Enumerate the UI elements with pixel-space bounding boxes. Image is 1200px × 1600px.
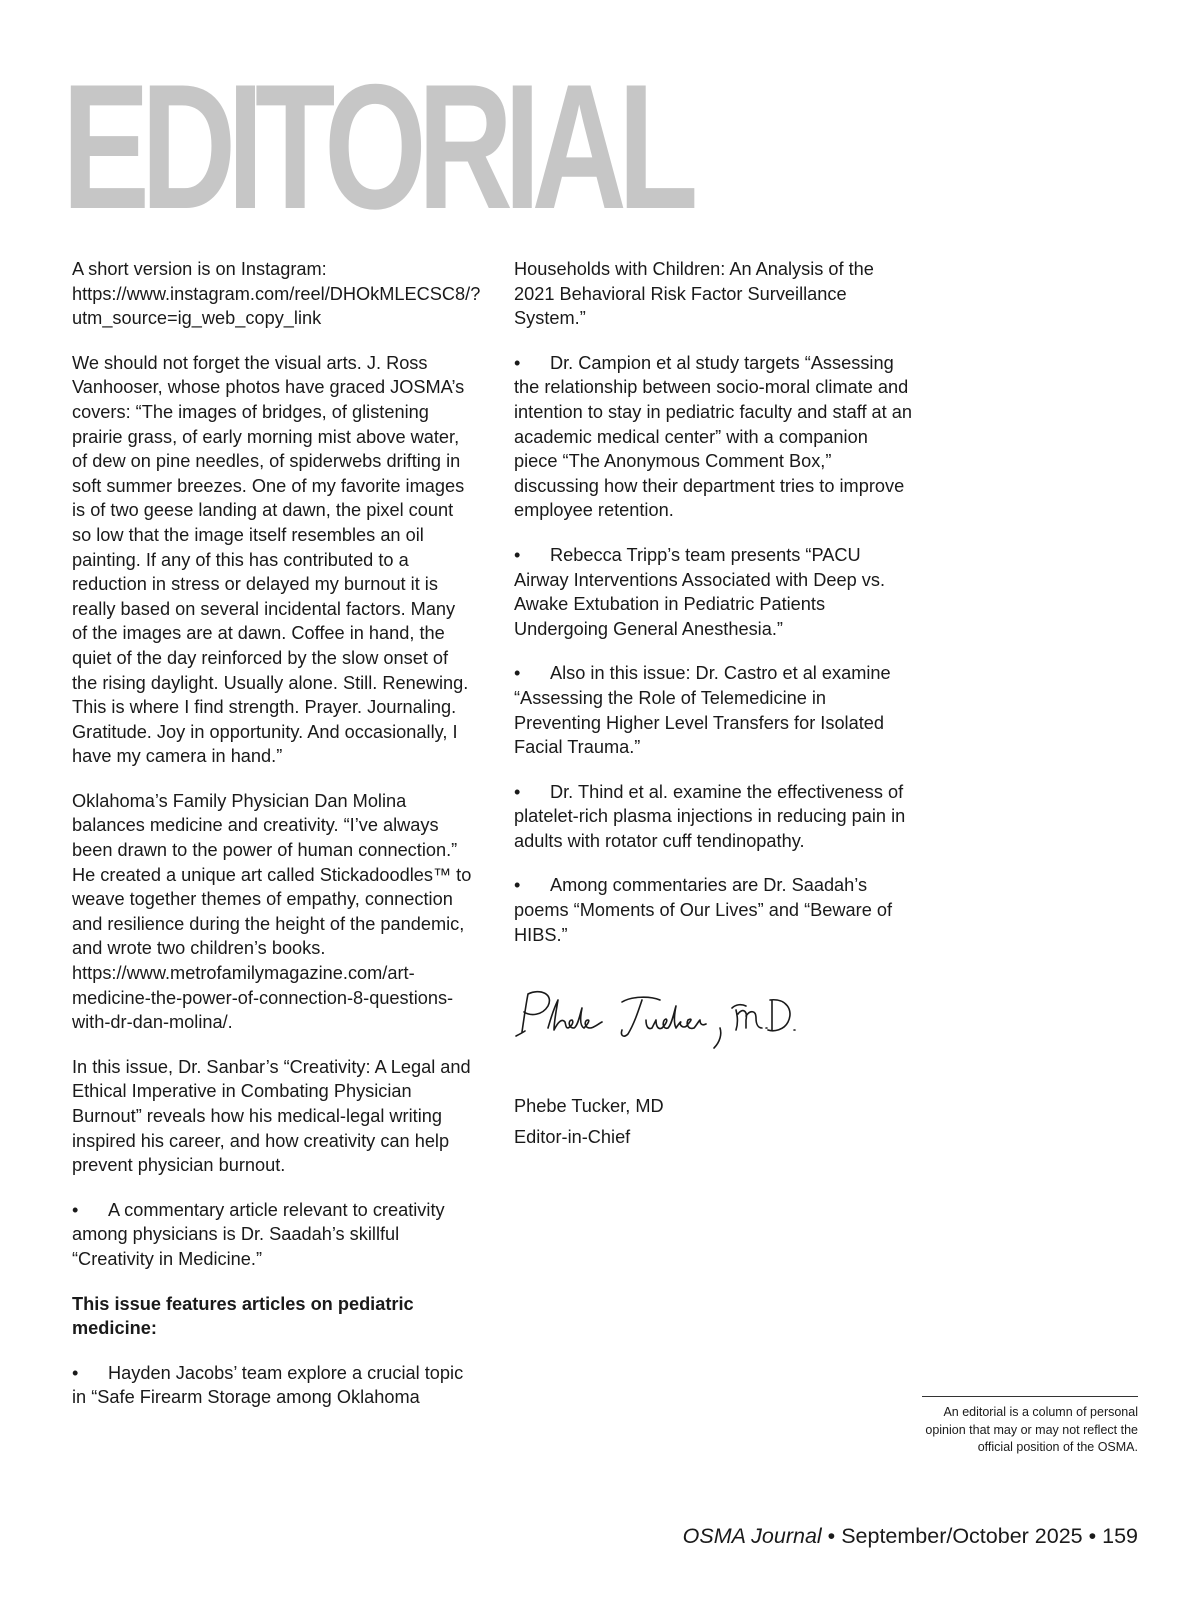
footer-separator: • (1088, 1524, 1097, 1548)
bullet-item-thind (514, 780, 914, 854)
bullet-text: Also in this issue: Dr. Castro et al examine “Assessing the Role of Telemedicine in Preventing Higher Level Transfers for Isolated Facial Trauma.” (514, 663, 891, 758)
signature-title: Editor-in-Chief (514, 1127, 631, 1147)
bullet-marker: • (514, 544, 521, 565)
handwritten-signature (510, 984, 800, 1066)
disclaimer-note: An editorial is a column of personal opinion that may or may not reflect the official position of the OSMA. (925, 1405, 1138, 1454)
bullet-text: Dr. Thind et al. examine the effectiveness of platelet-rich plasma injections in reducing pain in adults with rotator cuff tendinopathy. (514, 781, 906, 851)
paragraph-continuation: Households with Children: An Analysis of the 2021 Behavioral Risk Factor Surveillance System.” (514, 259, 874, 329)
bullet-text: A commentary article relevant to creativity among physicians is Dr. Saadah’s skillful “Creativity in Medicine.” (72, 1199, 445, 1269)
masthead-title: EDITORIAL (62, 47, 690, 246)
bullet-marker: • (514, 352, 521, 373)
bullet-text: Dr. Campion et al study targets “Assessing the relationship between socio-moral climate and intention to stay in pediatric faculty and staff at an academic medical center” with a companion piece “The Anonymous Comment Box,” discussing how their department tries to improve employee retention. (514, 352, 913, 521)
paragraph-sanbar: In this issue, Dr. Sanbar’s “Creativity: A Legal and Ethical Imperative in Combating Physician Burnout” reveals how his medical-legal writing inspired his career, and how creativity can help prevent physician burnout. (72, 1056, 471, 1176)
right-column (514, 257, 914, 967)
page-footer (683, 1522, 1138, 1550)
bullet-item-campion (514, 351, 914, 523)
bullet-text: Rebecca Tripp’s team presents “PACU Airway Interventions Associated with Deep vs. Awake Extubation in Pediatric Patients Undergoing General Anesthesia.” (514, 544, 885, 639)
signature-name: Phebe Tucker, MD (514, 1096, 664, 1116)
footer-issue-date: September/October 2025 (841, 1524, 1083, 1548)
disclaimer-divider (922, 1396, 1138, 1397)
bullet-item-tripp (514, 543, 914, 641)
bullet-text: Hayden Jacobs’ team explore a crucial topic in “Safe Firearm Storage among Oklahoma (72, 1362, 464, 1408)
bullet-text: Among commentaries are Dr. Saadah’s poems “Moments of Our Lives” and “Beware of HIBS.” (514, 875, 893, 945)
bullet-marker: • (514, 875, 521, 896)
bullet-item-saadah-poems (514, 873, 914, 947)
paragraph-dan-molina: Oklahoma’s Family Physician Dan Molina balances medicine and creativity. “I’ve always been drawn to the power of human connection.” He created a unique art called Stickadoodles™ to weave together themes of empathy, connection and resilience during the height of the pandemic, and wrote two children’s books. https://www.metrofamilymagazine.com/art-medicine-the-power-of-connection-8-questions-with-dr-dan-molina/. (72, 790, 472, 1033)
bullet-marker: • (514, 781, 521, 802)
bullet-marker: • (72, 1362, 79, 1383)
footer-page-number: 159 (1102, 1524, 1138, 1548)
bullet-item-creativity-medicine (72, 1198, 472, 1272)
bullet-marker: • (514, 663, 521, 684)
paragraph-instagram: A short version is on Instagram: https://www.instagram.com/reel/DHOkMLECSC8/?utm_source=ig_web_copy_link (72, 259, 481, 329)
bullet-item-firearm-storage (72, 1361, 472, 1410)
footer-journal-name: OSMA Journal (682, 1524, 822, 1548)
left-column (72, 257, 481, 1430)
paragraph-visual-arts: We should not forget the visual arts. J. Ross Vanhooser, whose photos have graced JOSMA’s covers: “The images of bridges, of glistening prairie grass, of early morning mist above water, of dew on pine needles, of spiderwebs drifting in soft summer breezes. One of my favorite images is of two geese landing at dawn, the pixel count so low that the image itself resembles an oil painting. If any of this has contributed to a reduction in stress or delayed my burnout it is really based on several incidental factors. Many of the images are at dawn. Coffee in hand, the quiet of the day reinforced by the slow onset of the rising daylight. Usually alone. Still. Renewing. This is where I find strength. Prayer. Journaling. Gratitude. Joy in opportunity. And occasionally, I have my camera in hand.” (72, 352, 469, 767)
footer-separator: • (827, 1524, 836, 1548)
bullet-item-castro (514, 661, 914, 759)
section-heading-pediatric: This issue features articles on pediatric medicine: (72, 1293, 414, 1339)
bullet-marker: • (72, 1199, 79, 1220)
